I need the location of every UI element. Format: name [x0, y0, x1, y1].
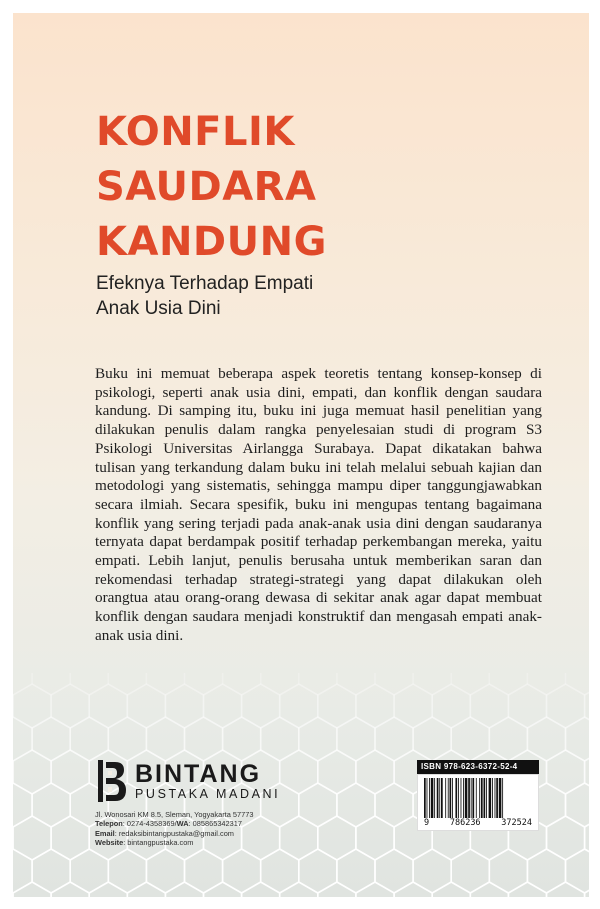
title-line-1: KONFLIK	[96, 109, 295, 155]
publisher-contact	[95, 810, 355, 848]
publisher-phone-line	[95, 819, 355, 828]
wa-value: : 085865342317	[188, 819, 242, 829]
book-title	[96, 105, 327, 270]
barcode-digit-lead: 9	[424, 818, 430, 828]
email-label: Email	[95, 828, 115, 838]
publisher-address: Jl. Wonosari KM 8.5, Sleman, Yogyakarta 57773	[95, 810, 254, 819]
subtitle-line-2: Anak Usia Dini	[96, 298, 221, 319]
phone-value: : 0274-4358369/	[122, 819, 177, 829]
barcode-digit-group-1: 786236	[449, 818, 481, 828]
publisher-logo-icon	[95, 758, 129, 804]
wa-label: WA	[176, 819, 189, 829]
subtitle-line-1: Efeknya Terhadap Empati	[96, 273, 314, 294]
publisher-tagline: PUSTAKA MADANI	[135, 787, 281, 801]
email-value: : redaksibintangpustaka@gmail.com	[114, 828, 234, 838]
phone-label: Telepon	[95, 819, 123, 829]
title-line-3: KANDUNG	[96, 219, 327, 265]
isbn-block	[417, 760, 539, 831]
publisher-email-line	[95, 829, 355, 838]
isbn-label: ISBN 978-623-6372-52-4	[417, 760, 539, 774]
book-blurb: Buku ini memuat beberapa aspek teoretis tentang konsep-konsep di psikologi, seperti anak usia dini, empati, dan konflik dengan saudara kandung. Di samping itu, buku ini juga memuat hasil penelitian yang dilakukan penulis dalam rangka penyelesaian studi di program S3 Psikologi Universitas Airlangga Surabaya. Dapat dikatakan bahwa tulisan yang terkandung dalam buku ini telah melalui sebuah kajian dan metodologi yang sistematis, sehingga mampu diper tanggungjawabkan secara ilmiah. Secara spesifik, buku ini mengupas tentang bagaimana konflik yang sering terjadi pada anak-anak usia dini dengan saudaranya ternyata dapat berdampak positif terhadap perkembangan mereka, yaitu empati. Lebih lanjut, penulis berusaha untuk memberikan saran dan rekomendasi terhadap strategi-strategi yang dapat dilakukan oleh orangtua atau orang-orang dewasa di sekitar anak agar dapat membuat konflik dengan saudara menjadi konstruktif dan mengasah empati anak-anak usia dini.	[95, 365, 542, 644]
publisher-info	[95, 758, 355, 848]
title-line-2: SAUDARA	[96, 164, 317, 210]
barcode-digits	[422, 818, 534, 828]
publisher-name: BINTANG	[135, 760, 262, 788]
book-subtitle	[96, 271, 313, 321]
barcode	[417, 774, 539, 831]
barcode-bars	[422, 778, 534, 818]
barcode-digit-group-2: 372524	[501, 818, 532, 828]
website-value: : bintangpustaka.com	[123, 838, 194, 848]
publisher-logo	[95, 758, 355, 804]
publisher-website-line	[95, 838, 355, 847]
back-cover	[13, 13, 589, 897]
website-label: Website	[95, 838, 124, 848]
